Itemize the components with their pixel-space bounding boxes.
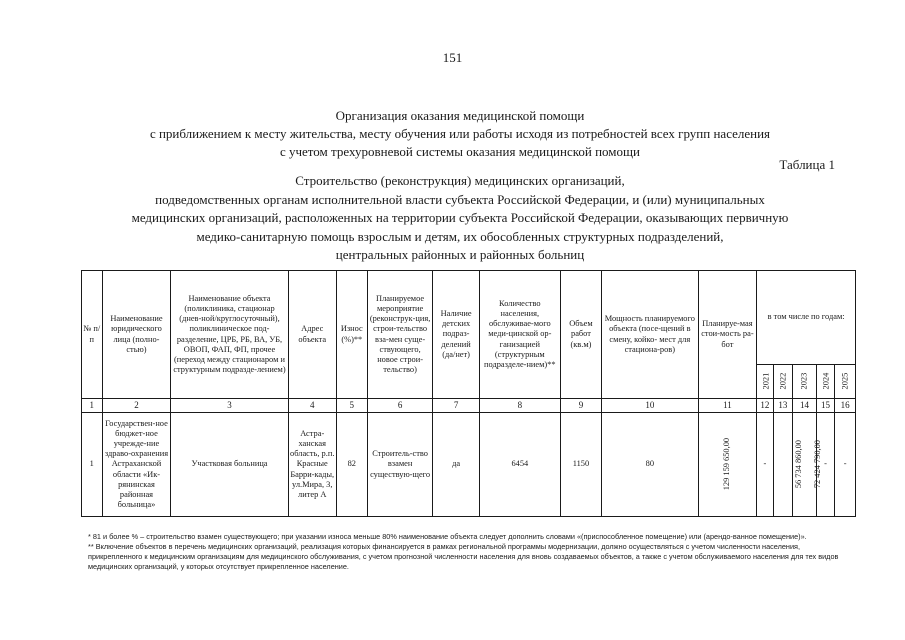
column-number: 8 xyxy=(479,399,560,413)
table-subtitle xyxy=(70,172,850,265)
column-number: 2 xyxy=(102,399,171,413)
column-number: 14 xyxy=(793,399,817,413)
header-year-2024 xyxy=(816,365,835,399)
year-label: 2025 xyxy=(840,373,850,390)
cell-planned-measure: Строитель-ство взамен существую-щего xyxy=(367,413,433,517)
column-number: 12 xyxy=(757,399,773,413)
column-number: 1 xyxy=(82,399,103,413)
cell-year-2024: - xyxy=(816,413,835,517)
header-planned-measure: Планируемое мероприятие (реконструк-ция, строи-тельство вза-мен суще-ствующего, новое строи-тельство) xyxy=(367,271,433,399)
year-label: 2024 xyxy=(821,373,831,390)
cell-planned-cost xyxy=(698,413,757,517)
header-legal-entity: Наименование юридического лица (полно-стью) xyxy=(102,271,171,399)
header-capacity: Мощность планируемого объекта (посе-щений в смену, койко- мест для стациона-ров) xyxy=(602,271,699,399)
header-row xyxy=(82,271,856,365)
cell-object-name: Участковая больница xyxy=(171,413,288,517)
page-number: 151 xyxy=(442,50,463,65)
footnotes xyxy=(88,532,856,572)
subtitle-line: подведомственных органам исполнительной власти субъекта Российской Федерации, и (или) муниципальных xyxy=(155,191,765,207)
cell-year-2025: - xyxy=(835,413,856,517)
cell-capacity: 80 xyxy=(602,413,699,517)
header-year-2023 xyxy=(793,365,817,399)
column-number: 9 xyxy=(560,399,601,413)
subtitle-line: Строительство (реконструкция) медицинских организаций, xyxy=(295,173,625,188)
construction-table xyxy=(81,270,856,517)
cell-children-units: да xyxy=(433,413,479,517)
footnote-1: * 81 и более % – строительство взамен существующего; при указании износа меньше 80% наименование объекта следует дополнить словами «(приспособленное помещение) или (арендо-ванное помещение)». xyxy=(88,532,807,541)
planned-cost-value: 129 159 650,00 xyxy=(722,438,732,491)
column-number: 15 xyxy=(816,399,835,413)
table-row xyxy=(82,413,856,517)
header-wear: Износ (%)** xyxy=(336,271,367,399)
column-number: 16 xyxy=(835,399,856,413)
cell-legal-entity: Государствен-ное бюджет-ное учрежде-ние здраво-охранения Астраханской области «Ик-рянинская районная больница» xyxy=(102,413,171,517)
column-number: 11 xyxy=(698,399,757,413)
header-volume: Объем работ (кв.м) xyxy=(560,271,601,399)
header-population: Количество населения, обслуживае-мого меди-цинской ор-ганизацией (структурным подразделе-нием)** xyxy=(479,271,560,399)
title-line: с учетом трехуровневой системы оказания медицинской помощи xyxy=(279,144,641,159)
header-planned-cost: Планируе-мая стои-мость ра-бот xyxy=(698,271,757,399)
header-year-2025 xyxy=(835,365,856,399)
year-2022-value: 56 734 860,00 xyxy=(793,440,803,489)
footnote-2: ** Включение объектов в перечень медицинских организаций, реализация которых финансируется в рамках региональной программы модернизации, должно осуществляться с учетом численности населения, прикрепленного к медицинским организациям для медицинского обслуживания, с учетом прогнозной численности населения для вновь создаваемых объектов, а также с учетом обслуживаемого населения для тех видов медицинских организаций, у которых отсутствует прикрепленное население. xyxy=(88,542,839,571)
cell-year-2022 xyxy=(773,413,803,517)
header-address: Адрес объекта xyxy=(288,271,336,399)
table-label: Таблица 1 xyxy=(779,157,835,172)
column-number: 4 xyxy=(288,399,336,413)
header-by-years: в том числе по годам: xyxy=(757,271,856,365)
header-children-units: Наличие детских подраз-делений (да/нет) xyxy=(433,271,479,399)
title-line: с приближением к месту жительства, месту обучения или работы исходя из потребностей всех групп населения xyxy=(149,126,771,141)
cell-address: Астра-ханская область, р.п. Красные Барри-кады, ул.Мира, 3, литер А xyxy=(288,413,336,517)
year-label: 2021 xyxy=(761,373,771,390)
column-number: 3 xyxy=(171,399,288,413)
document-title xyxy=(60,107,860,161)
column-number: 6 xyxy=(367,399,433,413)
column-number: 10 xyxy=(602,399,699,413)
column-number-row xyxy=(82,399,856,413)
year-2023-value: 72 424 790,00 xyxy=(813,440,823,489)
cell-volume: 1150 xyxy=(560,413,601,517)
subtitle-line: центральных районных и районных больниц xyxy=(335,247,585,262)
year-label: 2022 xyxy=(777,373,787,390)
cell-wear: 82 xyxy=(336,413,367,517)
title-line: Организация оказания медицинской помощи xyxy=(335,108,585,123)
subtitle-line: медико-санитарную помощь взрослым и детям, их обособленных структурных подразделений, xyxy=(196,228,724,244)
year-label: 2023 xyxy=(799,373,809,390)
header-year-2021 xyxy=(757,365,773,399)
header-object-name: Наименование объекта (поликлиника, стационар (днев-ной/круглосуточный), поликлиническое под-разделение, ЦРБ, РБ, ВА, УБ, ОВОП, ФАП, ФП, прочее (переход между стационаром и структурным подразде-лением) xyxy=(171,271,288,399)
header-num: № п/ п xyxy=(82,271,103,399)
subtitle-line: медицинских организаций, расположенных на территории субъекта Российской Федерации, оказывающих первичную xyxy=(131,210,789,225)
cell-year-2021: - xyxy=(757,413,773,517)
cell-num: 1 xyxy=(82,413,103,517)
column-number: 5 xyxy=(336,399,367,413)
cell-population: 6454 xyxy=(479,413,560,517)
column-number: 13 xyxy=(773,399,793,413)
header-year-2022 xyxy=(773,365,793,399)
column-number: 7 xyxy=(433,399,479,413)
